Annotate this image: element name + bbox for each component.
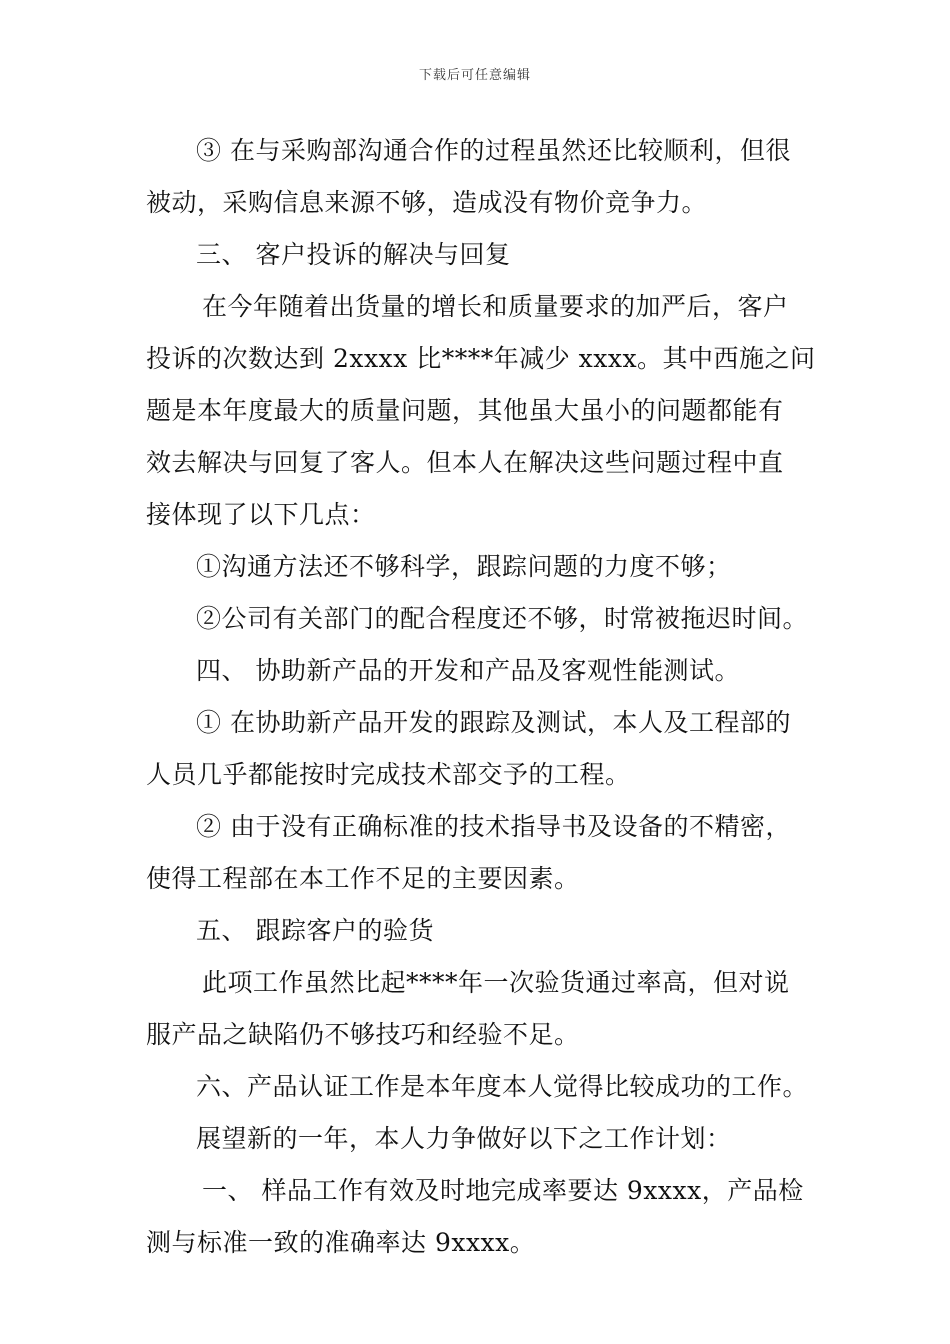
list-item: ① 在协助新产品开发的跟踪及测试，本人及工程部的	[196, 708, 791, 737]
paragraph-line: 投诉的次数达到 2xxxx 比****年减少 xxxx。其中西施之问	[146, 344, 816, 373]
paragraph-line: 被动，采购信息来源不够，造成没有物价竞争力。	[146, 188, 708, 217]
paragraph-line: 效去解决与回复了客人。但本人在解决这些问题过程中直	[146, 448, 784, 477]
paragraph-line: 使得工程部在本工作不足的主要因素。	[146, 864, 580, 893]
section-heading: 三、 客户投诉的解决与回复	[196, 240, 511, 269]
section-heading: 四、 协助新产品的开发和产品及客观性能测试。	[196, 656, 740, 685]
paragraph-line: 接体现了以下几点：	[146, 500, 376, 529]
section-heading: 六、产品认证工作是本年度本人觉得比较成功的工作。	[196, 1072, 809, 1101]
paragraph-line: 此项工作虽然比起****年一次验货通过率高，但对说	[202, 968, 790, 997]
paragraph-line: 展望新的一年，本人力争做好以下之工作计划：	[196, 1124, 732, 1153]
paragraph-line: 服产品之缺陷仍不够技巧和经验不足。	[146, 1020, 580, 1049]
paragraph-line: 测与标准一致的准确率达 9xxxx。	[146, 1228, 536, 1257]
paragraph-line: ③ 在与采购部沟通合作的过程虽然还比较顺利，但很	[196, 136, 791, 165]
section-heading: 一、 样品工作有效及时地完成率要达 9xxxx，产品检	[202, 1176, 804, 1205]
section-heading: 五、 跟踪客户的验货	[196, 916, 434, 945]
page-header: 下载后可任意编辑	[418, 68, 531, 83]
document-body	[146, 128, 816, 1272]
paragraph-line: 人员几乎都能按时完成技术部交予的工程。	[146, 760, 631, 789]
paragraph-line: 题是本年度最大的质量问题，其他虽大虽小的问题都能有	[146, 396, 784, 425]
paragraph-line: 在今年随着出货量的增长和质量要求的加严后，客户	[202, 292, 789, 321]
list-item: ①沟通方法还不够科学，跟踪问题的力度不够；	[196, 552, 732, 581]
list-item: ②公司有关部门的配合程度还不够，时常被拖迟时间。	[196, 604, 809, 633]
list-item: ② 由于没有正确标准的技术指导书及设备的不精密，	[196, 812, 791, 841]
